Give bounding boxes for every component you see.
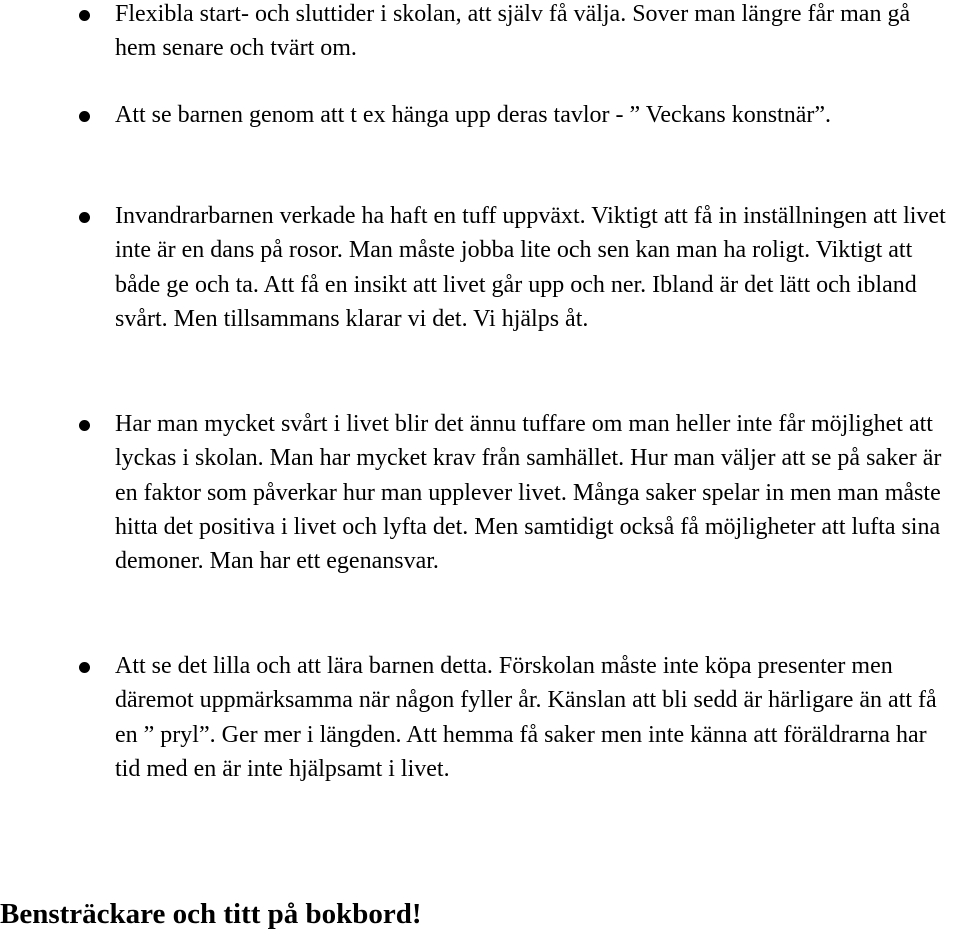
section-heading: Bensträckare och titt på bokbord!	[0, 898, 422, 930]
bullet-icon	[79, 212, 90, 223]
bullet-text: Flexibla start- och sluttider i skolan, att själv få välja. Sover man längre får man gå hem senare och tvärt om.	[115, 1, 911, 62]
bullet-icon	[79, 662, 90, 673]
bullet-text: Att se barnen genom att t ex hänga upp deras tavlor - ” Veckans konstnär”.	[115, 102, 831, 128]
bullet-text: Har man mycket svårt i livet blir det ännu tuffare om man heller inte får möjlighet att lyckas i skolan. Man har mycket krav från samhället. Hur man väljer att se på saker är en faktor som påverkar hur man upplever livet. Många saker spelar in men man måste hitta det positiva i livet och lyfta det. Men samtidigt också få möjligheter att lufta sina demoner. Man har ett egenansvar.	[115, 411, 942, 575]
bullet-text: Invandrarbarnen verkade ha haft en tuff uppväxt. Viktigt att få in inställningen att livet inte är en dans på rosor. Man måste jobba lite och sen kan man ha roligt. Viktigt att både ge och ta. Att få en insikt att livet går upp och ner. Ibland är det lätt och ibland svårt. Men tillsammans klarar vi det. Vi hjälps åt.	[115, 203, 946, 332]
bullet-text: Att se det lilla och att lära barnen detta. Förskolan måste inte köpa presenter men däremot uppmärksamma när någon fyller år. Känslan att bli sedd är härligare än att få en ” pryl”. Ger mer i längden. Att hemma få saker men inte känna att föräldrarna har tid med en är inte hjälpsamt i livet.	[115, 653, 937, 782]
bullet-icon	[79, 10, 90, 21]
bullet-icon	[79, 111, 90, 122]
bullet-icon	[79, 420, 90, 431]
